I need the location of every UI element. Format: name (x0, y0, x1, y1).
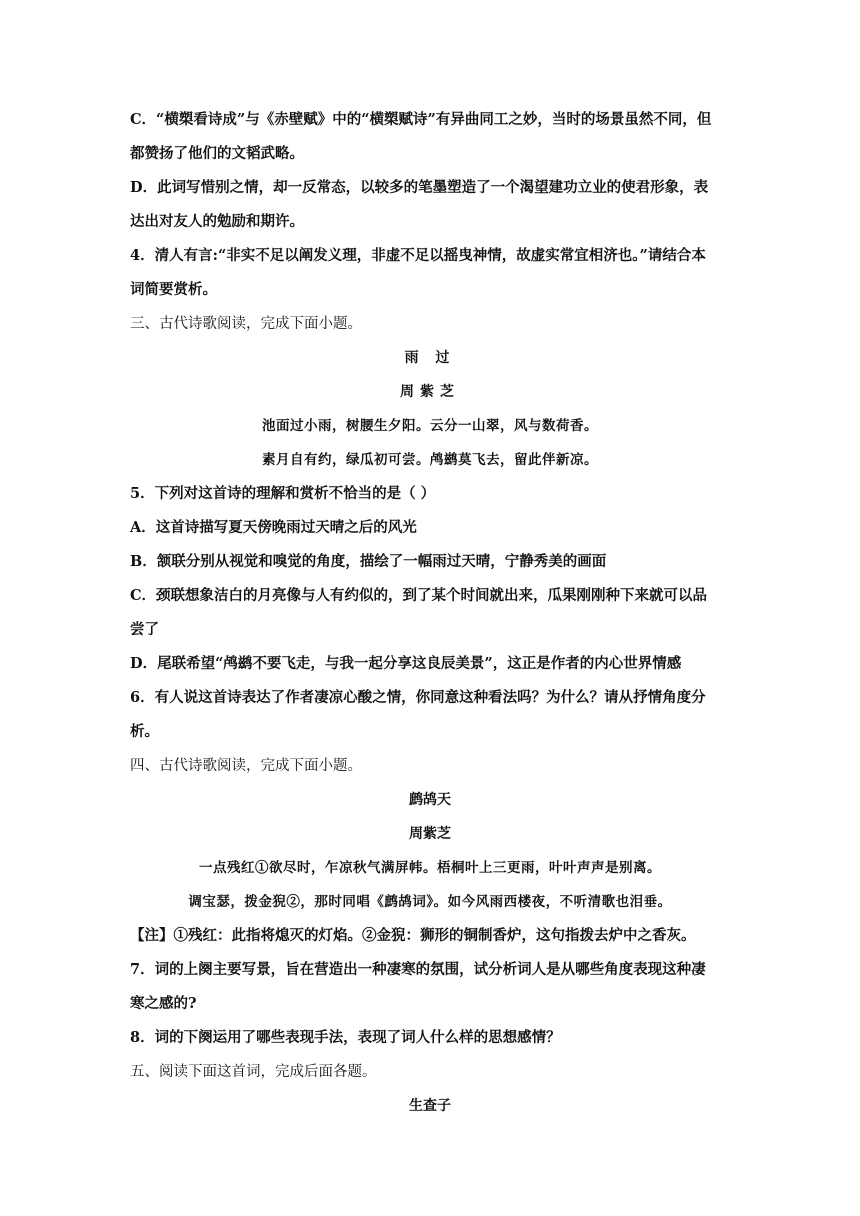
question-7-line-1: 7．词的上阕主要写景，旨在营造出一种凄寒的氛围，试分析词人是从哪些角度表现这种凄 (130, 961, 706, 978)
section-5-heading: 五、阅读下面这首词，完成后面各题。 (130, 1064, 377, 1080)
section-3-heading: 三、古代诗歌阅读，完成下面小题。 (130, 316, 362, 332)
q5-option-c-line-1: C．颈联想象洁白的月亮像与人有约似的，到了某个时间就出来，瓜果刚刚种下来就可以品 (130, 587, 708, 604)
question-4-line-1: 4．清人有言:“非实不足以阐发义理，非虚不足以摇曳神情，故虚实常宜相济也。”请结合本 (130, 247, 706, 264)
poem-1-title: 雨 过 (404, 350, 456, 366)
question-4-line-2: 词简要赏析。 (130, 281, 217, 298)
poem-2-line-2: 调宝瑟，拨金猊②，那时同唱《鹧鸪词》。如今风雨西楼夜，不听清歌也泪垂。 (188, 894, 672, 910)
q5-option-c-line-2: 尝了 (130, 621, 159, 638)
q5-option-b: B．颔联分别从视觉和嗅觉的角度，描绘了一幅雨过天晴，宁静秀美的画面 (130, 553, 607, 570)
question-5: 5．下列对这首诗的理解和赏析不恰当的是（ ） (130, 485, 436, 502)
poem-2-title: 鹧鸪天 (409, 792, 451, 808)
q5-option-d: D．尾联希望“鸬鹚不要飞走，与我一起分享这良辰美景”，这正是作者的内心世界情感 (130, 655, 682, 672)
option-d-line-1: D．此词写惜别之情，却一反常态，以较多的笔墨塑造了一个渴望建功立业的使君形象，表 (130, 179, 709, 196)
option-c-line-2: 都赞扬了他们的文韬武略。 (130, 145, 304, 162)
poem-2-note: 【注】①残红：此指将熄灭的灯焰。②金猊：狮形的铜制香炉，这句指拨去炉中之香灰。 (130, 927, 696, 944)
section-4-heading: 四、古代诗歌阅读，完成下面小题。 (130, 758, 362, 774)
poem-3-title: 生查子 (409, 1098, 451, 1114)
poem-1-line-2: 素月自有约，绿瓜初可尝。鸬鹚莫飞去，留此伴新凉。 (262, 452, 598, 468)
poem-1-author: 周紫芝 (400, 384, 460, 400)
question-7-line-2: 寒之感的? (130, 995, 197, 1012)
poem-2-author: 周紫芝 (409, 826, 451, 842)
poem-2-line-1: 一点残红①欲尽时，乍凉秋气满屏帏。梧桐叶上三更雨，叶叶声声是别离。 (199, 860, 661, 876)
option-d-line-2: 达出对友人的勉励和期许。 (130, 213, 304, 230)
q5-option-a: A．这首诗描写夏天傍晚雨过天晴之后的风光 (130, 519, 417, 536)
option-c-line-1: C．“横槊看诗成”与《赤壁赋》中的“横槊赋诗”有异曲同工之妙，当时的场景虽然不同，但 (130, 111, 712, 128)
poem-1-line-1: 池面过小雨，树腰生夕阳。云分一山翠，风与数荷香。 (262, 418, 598, 434)
question-6-line-1: 6．有人说这首诗表达了作者凄凉心酸之情，你同意这种看法吗？为什么？请从抒情角度分 (130, 689, 706, 706)
question-6-line-2: 析。 (130, 723, 159, 740)
question-8: 8．词的下阕运用了哪些表现手法，表现了词人什么样的思想感情？ (130, 1029, 561, 1046)
